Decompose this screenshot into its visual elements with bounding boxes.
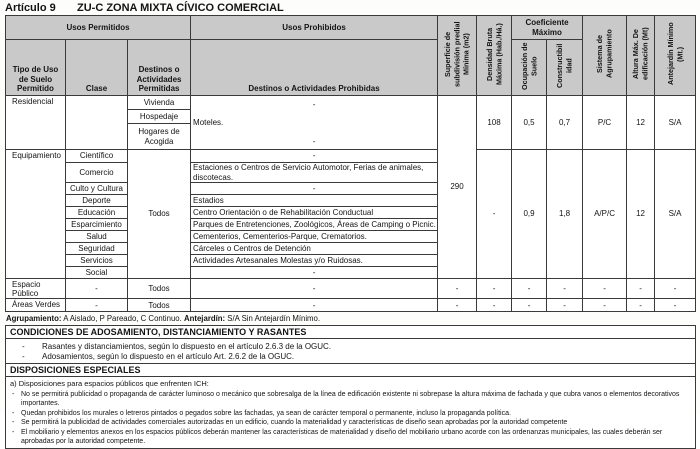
antejardin-cell: -	[655, 299, 696, 312]
table-row-residencial-vivienda	[6, 96, 696, 110]
header-destinos-permitidas: Destinos o Actividades Permitidas	[128, 40, 191, 96]
constructibilidad-cell: -	[547, 299, 583, 312]
clase-cell: Salud	[66, 231, 128, 243]
prohibidas-cell: -	[191, 279, 438, 299]
prohibidas-cell: Estadios	[191, 195, 438, 207]
header-constructibilidad: Constructibil idad	[547, 40, 583, 96]
tipo-uso-cell: Áreas Verdes	[6, 299, 66, 312]
constructibilidad-cell: 0,7	[547, 96, 583, 150]
header-usos-permitidos: Usos Permitidos	[6, 16, 191, 40]
constructibilidad-cell: 1,8	[547, 150, 583, 279]
constructibilidad-cell: -	[547, 279, 583, 299]
sistema-cell: -	[583, 279, 627, 299]
condiciones-section-title: CONDICIONES DE ADOSAMIENTO, DISTANCIAMIENTO Y RASANTES	[6, 326, 695, 339]
destino-cell: Vivienda	[128, 96, 191, 110]
bottom-sections	[5, 325, 696, 449]
header-destinos-prohibidas: Destinos o Actividades Prohibidas	[191, 40, 438, 96]
header-superficie: Superficie de subdivisión predial Mínima (m2)	[438, 16, 477, 96]
prohibidas-cell: Cementerios, Cementerios-Parque, Crematorios.	[191, 231, 438, 243]
condiciones-item: - Rasantes y distanciamientos, según lo dispuesto en el artículo 2.6.3 de la OGUC.	[10, 340, 691, 351]
destinos-todos-cell: Todos	[128, 150, 191, 279]
header-altura-maxima: Altura Máx. De edificación (Mt)	[627, 16, 655, 96]
abbreviations-footnote	[6, 314, 700, 323]
condiciones-section-body	[6, 339, 695, 363]
clase-cell: Científico	[66, 150, 128, 163]
sistema-cell: -	[583, 299, 627, 312]
destino-cell: Hogares de Acogida	[128, 124, 191, 150]
footnote-label-agrupamiento: Agrupamiento:	[6, 314, 62, 324]
header-clase: Clase	[66, 40, 128, 96]
disposiciones-section-title: DISPOSICIONES ESPECIALES	[6, 363, 695, 377]
densidad-cell: 108	[477, 96, 512, 150]
dash-value: -	[312, 137, 316, 147]
clase-cell: Deporte	[66, 195, 128, 207]
disposiciones-intro: a) Disposiciones para espacios públicos que enfrenten ICH:	[10, 379, 209, 389]
clase-cell: -	[66, 299, 128, 312]
densidad-cell: -	[477, 150, 512, 279]
clase-cell: Educación	[66, 207, 128, 219]
sistema-cell: P/C	[583, 96, 627, 150]
altura-cell: 12	[627, 96, 655, 150]
header-sistema-agrupamiento: Sistema de Agrupamiento	[583, 16, 627, 96]
prohibidas-cell: Centro Orientación o de Rehabilitación Conductual	[191, 207, 438, 219]
prohibidas-cell: Estaciones o Centros de Servicio Automotor, Ferias de animales, discotecas.	[191, 163, 438, 183]
superficie-cell: -	[438, 279, 477, 299]
zoning-table	[5, 15, 696, 312]
prohibidas-cell: -	[191, 299, 438, 312]
table-row-equipamiento-cientifico	[6, 150, 696, 163]
footnote-text-antejardin: S/A Sin Antejardín Mínimo.	[225, 314, 321, 324]
table-row-areas-verdes	[6, 299, 696, 312]
superficie-cell: -	[438, 299, 477, 312]
ocupacion-cell: 0,5	[512, 96, 547, 150]
tipo-uso-cell: Residencial	[6, 96, 66, 150]
densidad-cell: -	[477, 279, 512, 299]
zone-title: ZU-C ZONA MIXTA CÍVICO COMERCIAL	[77, 2, 284, 14]
clase-cell: Servicios	[66, 255, 128, 267]
prohibidas-cell: -	[191, 183, 438, 195]
densidad-cell: -	[477, 299, 512, 312]
prohibidas-cell	[191, 96, 438, 150]
clase-cell: Culto y Cultura	[66, 183, 128, 195]
tipo-uso-cell: Equipamiento	[6, 150, 66, 279]
disposiciones-item: - No se permitirá publicidad o propaganda de carácter luminoso o mecánico que sobresalga de la línea de edificación existente ni sobrepase la altura máxima de fachada y que cubra vanos o elementos decorativos importantes.	[10, 389, 691, 408]
destino-cell: Hospedaje	[128, 110, 191, 124]
prohibidas-cell: -	[191, 267, 438, 279]
disposiciones-section-body	[6, 377, 695, 448]
article-title-row	[0, 2, 700, 15]
ocupacion-cell: -	[512, 279, 547, 299]
prohibidas-cell: Parques de Entretenciones, Zoológicos, Áreas de Camping o Picnic.	[191, 219, 438, 231]
header-coeficiente-maximo: Coeficiente Máximo	[512, 16, 583, 40]
footnote-text-agrupamiento: A Aislado, P Pareado, C Continuo.	[61, 314, 184, 324]
prohibidas-cell: Cárceles o Centros de Detención	[191, 243, 438, 255]
altura-cell: 12	[627, 150, 655, 279]
footnote-label-antejardin: Antejardín:	[183, 314, 226, 324]
header-ocupacion-suelo: Ocupación de Suelo	[512, 40, 547, 96]
ocupacion-cell: 0,9	[512, 150, 547, 279]
clase-cell: Seguridad	[66, 243, 128, 255]
antejardin-cell: S/A	[655, 96, 696, 150]
clase-cell: Comercio	[66, 163, 128, 183]
destinos-todos-cell: Todos	[128, 299, 191, 312]
prohibidas-cell: Actividades Artesanales Molestas y/o Ruidosas.	[191, 255, 438, 267]
article-number: Artículo 9	[5, 2, 56, 14]
altura-cell: -	[627, 279, 655, 299]
disposiciones-item: - El mobiliario y elementos anexos en los espacios públicos deberán mantener las características de materialidad y diseño del mobiliario urbano acorde con las ordenanzas municipales, las cuales deberán ser aprobadas por la autoridad competente.	[10, 427, 691, 446]
disposiciones-item: - Se permitirá la publicidad de actividades comerciales autorizadas en un edificio, cuando la materialidad y características de diseño sean aprobadas por la autoridad competente	[10, 418, 691, 428]
antejardin-cell: S/A	[655, 150, 696, 279]
header-densidad: Densidad Bruta Máxima (Hab./Há.)	[477, 16, 512, 96]
header-antejardin: Antejardín Mínimo (Mt.)	[655, 16, 696, 96]
destinos-todos-cell: Todos	[128, 279, 191, 299]
header-usos-prohibidos: Usos Prohibidos	[191, 16, 438, 40]
ocupacion-cell: -	[512, 299, 547, 312]
table-row-espacio-publico	[6, 279, 696, 299]
antejardin-cell: -	[655, 279, 696, 299]
clase-cell: Social	[66, 267, 128, 279]
superficie-cell: 290	[438, 96, 477, 279]
clase-cell: Esparcimiento	[66, 219, 128, 231]
clase-cell: -	[66, 279, 128, 299]
prohibidas-cell: -	[191, 150, 438, 163]
clase-cell	[66, 96, 128, 150]
header-tipo-uso: Tipo de Uso de Suelo Permitido	[6, 40, 66, 96]
tipo-uso-cell: Espacio Público	[6, 279, 66, 299]
sistema-cell: A/P/C	[583, 150, 627, 279]
prohibidas-text: Moteles.	[193, 118, 224, 128]
altura-cell: -	[627, 299, 655, 312]
condiciones-item: - Adosamientos, según lo dispuesto en el artículo Art. 2.6.2 de la OGUC.	[10, 351, 691, 362]
dash-value: -	[312, 99, 316, 109]
disposiciones-item: - Quedan prohibidos los murales o letreros pintados o pegados sobre las fachadas, ya sean de carácter temporal o permanente, incluso la propaganda política.	[10, 408, 691, 418]
